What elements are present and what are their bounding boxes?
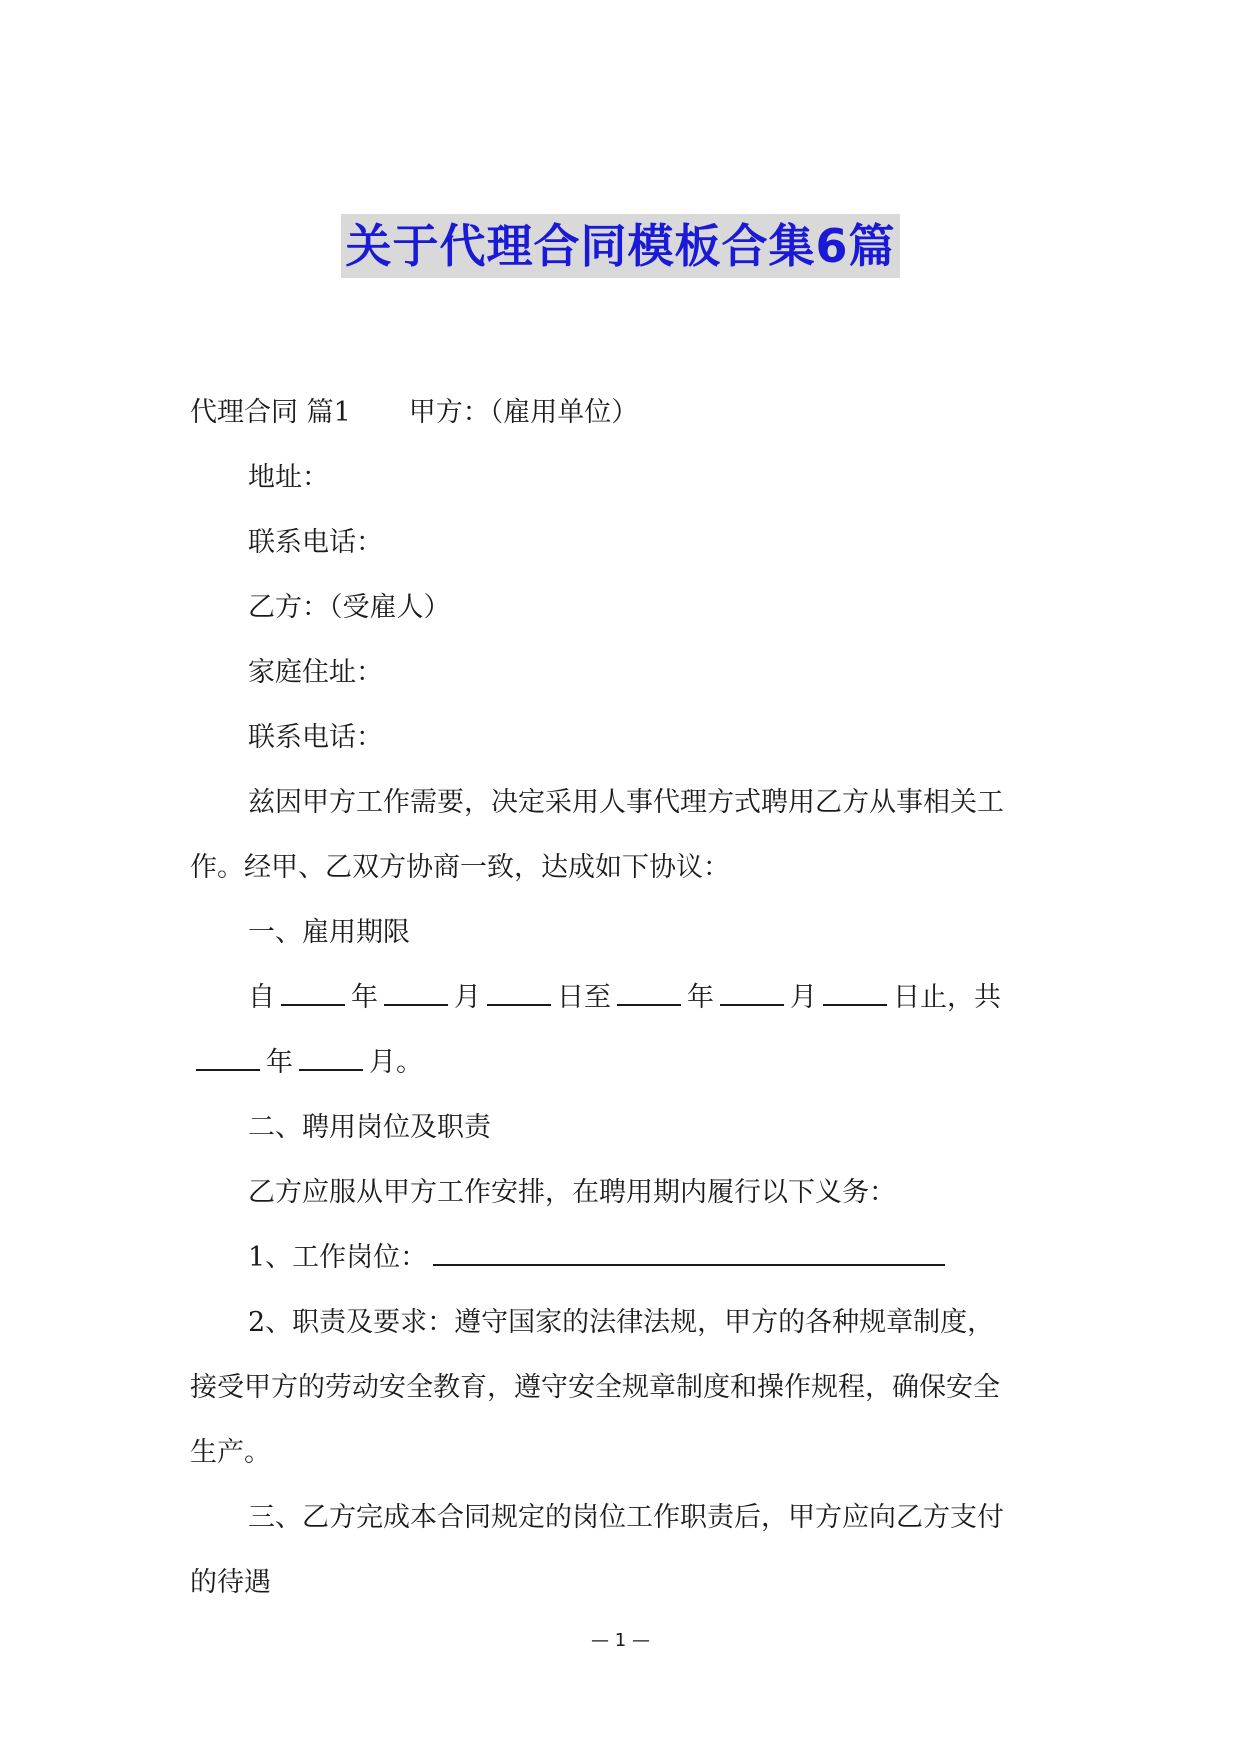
section-3-line-1: 三、乙方完成本合同规定的岗位工作职责后，甲方应向乙方支付 — [248, 1502, 1004, 1533]
page-number: — 1 — — [591, 1630, 650, 1651]
contract-heading: 代理合同 篇1 — [190, 397, 351, 428]
address-line: 地址： — [248, 462, 329, 493]
job-position-blank — [433, 1240, 945, 1266]
section-3-line-2: 的待遇 — [190, 1567, 271, 1598]
month-blank — [720, 980, 784, 1006]
home-address-line: 家庭住址： — [248, 657, 383, 688]
day-blank — [823, 980, 887, 1006]
intro-paragraph-line-1: 兹因甲方工作需要，决定采用人事代理方式聘用乙方从事相关工 — [248, 787, 1004, 818]
item-2-line-3: 生产。 — [190, 1437, 271, 1468]
term-text: 年 — [266, 1047, 293, 1078]
month-count-blank — [299, 1045, 363, 1071]
section-1-heading: 一、雇用期限 — [248, 917, 410, 948]
item-1-line — [190, 1225, 1056, 1290]
term-text: 日止，共 — [893, 982, 1001, 1013]
item-2-line-1: 2、职责及要求：遵守国家的法律法规，甲方的各种规章制度， — [248, 1307, 995, 1338]
year-blank — [281, 980, 345, 1006]
phone-a-line: 联系电话： — [248, 527, 383, 558]
year-count-blank — [196, 1045, 260, 1071]
document-title: 关于代理合同模板合集6篇 — [341, 214, 899, 278]
term-text: 年 — [351, 982, 378, 1013]
term-text: 月 — [790, 982, 817, 1013]
contract-heading-line — [190, 380, 1056, 445]
intro-paragraph-line-2: 作。经甲、乙双方协商一致，达成如下协议： — [190, 852, 730, 883]
term-text: 自 — [248, 982, 275, 1013]
item-1-label: 1、工作岗位： — [248, 1242, 428, 1273]
term-line-1 — [190, 965, 1056, 1030]
party-b-line: 乙方：（受雇人） — [248, 592, 451, 623]
section-2-heading: 二、聘用岗位及职责 — [248, 1112, 491, 1143]
phone-b-line: 联系电话： — [248, 722, 383, 753]
month-blank — [384, 980, 448, 1006]
term-text: 日至 — [557, 982, 611, 1013]
party-a-label: 甲方：（雇用单位） — [408, 397, 639, 428]
term-text: 年 — [687, 982, 714, 1013]
duty-intro: 乙方应服从甲方工作安排，在聘用期内履行以下义务： — [248, 1177, 896, 1208]
item-2-line-2: 接受甲方的劳动安全教育，遵守安全规章制度和操作规程，确保安全 — [190, 1372, 1000, 1403]
term-text: 月 — [454, 982, 481, 1013]
title-block — [0, 214, 1241, 278]
document-body — [190, 380, 1056, 1615]
day-blank — [487, 980, 551, 1006]
term-line-2 — [190, 1030, 1056, 1095]
year-blank — [617, 980, 681, 1006]
term-text: 月。 — [369, 1047, 423, 1078]
